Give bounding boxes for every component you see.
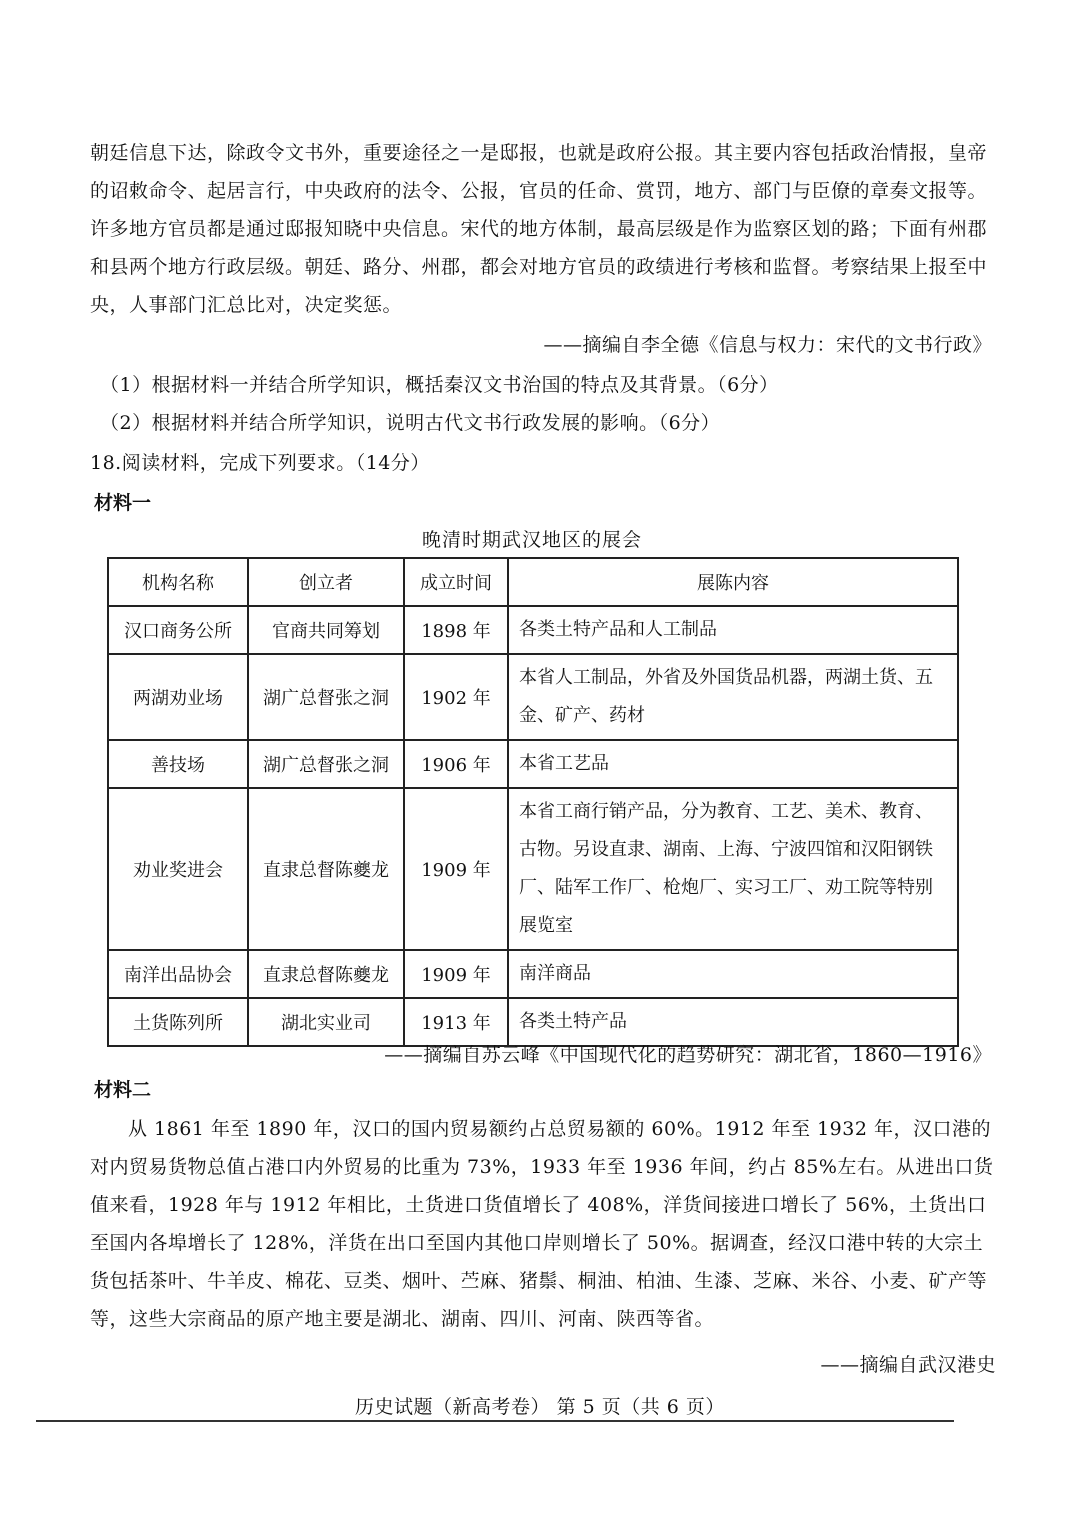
cell-content: 本省工艺品 <box>508 740 958 788</box>
exhibition-table <box>107 557 959 1047</box>
table-row <box>108 654 958 740</box>
header-exhibit-content: 展陈内容 <box>508 558 958 606</box>
cell-org: 土货陈列所 <box>108 998 248 1046</box>
cell-founder: 湖广总督张之洞 <box>248 740 404 788</box>
table-row <box>108 950 958 998</box>
table-row <box>108 606 958 654</box>
page-footer: 历史试题（新高考卷） 第 5 页（共 6 页） <box>355 1396 725 1418</box>
cell-year: 1909 年 <box>404 950 508 998</box>
cell-content: 本省工商行销产品，分为教育、工艺、美术、教育、古物。另设直隶、湖南、上海、宁波四馆和汉阳钢铁厂、陆军工作厂、枪炮厂、实习工厂、劝工院等特别展览室 <box>508 788 958 950</box>
header-founder: 创立者 <box>248 558 404 606</box>
material-2-label: 材料二 <box>94 1079 152 1101</box>
cell-org: 南洋出品协会 <box>108 950 248 998</box>
cell-year: 1913 年 <box>404 998 508 1046</box>
question-2: （2）根据材料并结合所学知识，说明古代文书行政发展的影响。（6分） <box>100 412 721 434</box>
cell-content: 南洋商品 <box>508 950 958 998</box>
header-founded-time: 成立时间 <box>404 558 508 606</box>
cell-org: 两湖劝业场 <box>108 654 248 740</box>
material-1-label: 材料一 <box>94 492 152 514</box>
question-1: （1）根据材料一并结合所学知识，概括秦汉文书治国的特点及其背景。（6分） <box>100 374 779 396</box>
cell-year: 1909 年 <box>404 788 508 950</box>
cell-org: 劝业奖进会 <box>108 788 248 950</box>
cell-founder: 湖广总督张之洞 <box>248 654 404 740</box>
table-header-row <box>108 558 958 606</box>
cell-content: 各类土特产品 <box>508 998 958 1046</box>
table-caption: 晚清时期武汉地区的展会 <box>421 529 642 551</box>
table-row <box>108 998 958 1046</box>
cell-org: 善技场 <box>108 740 248 788</box>
cell-year: 1902 年 <box>404 654 508 740</box>
cell-founder: 直隶总督陈夔龙 <box>248 950 404 998</box>
material-2-source: ——摘编自武汉港史 <box>820 1354 996 1376</box>
table-source: ——摘编自苏云峰《中国现代化的趋势研究：湖北省，1860—1916》 <box>384 1044 992 1066</box>
cell-content: 各类土特产品和人工制品 <box>508 606 958 654</box>
footer-rule <box>36 1420 954 1422</box>
cell-founder: 湖北实业司 <box>248 998 404 1046</box>
cell-content: 本省人工制品，外省及外国货品机器，两湖土货、五金、矿产、药材 <box>508 654 958 740</box>
material-intro-source: ——摘编自李全德《信息与权力：宋代的文书行政》 <box>543 334 992 356</box>
cell-founder: 官商共同筹划 <box>248 606 404 654</box>
cell-year: 1898 年 <box>404 606 508 654</box>
table-row <box>108 788 958 950</box>
table-row <box>108 740 958 788</box>
cell-founder: 直隶总督陈夔龙 <box>248 788 404 950</box>
material-2-paragraph: 从 1861 年至 1890 年，汉口的国内贸易额约占总贸易额的 60%。1912 年至 1932 年，汉口港的对内贸易货物总值占港口内外贸易的比重为 73%，1933 年至 1936 年间，约占 85%左右。从进出口货值来看，1928 年与 1912 年相比，土货进口货值增长了 408%，洋货间接进口增长了 56%，土货出口至国内各埠增长了 128%，洋货在出口至国内其他口岸则增长了 50%。据调查，经汉口港中转的大宗土货包括茶叶、牛羊皮、棉花、豆类、烟叶、苎麻、猪鬃、桐油、柏油、生漆、芝麻、米谷、小麦、矿产等等，这些大宗商品的原产地主要是湖北、湖南、四川、河南、陕西等省。 <box>90 1118 994 1330</box>
cell-year: 1906 年 <box>404 740 508 788</box>
cell-org: 汉口商务公所 <box>108 606 248 654</box>
question-18-title: 18.阅读材料，完成下列要求。（14分） <box>90 452 430 474</box>
header-org-name: 机构名称 <box>108 558 248 606</box>
material-intro-paragraph: 朝廷信息下达，除政令文书外，重要途径之一是邸报，也就是政府公报。其主要内容包括政治情报，皇帝的诏敕命令、起居言行，中央政府的法令、公报，官员的任命、赏罚，地方、部门与臣僚的章奏文报等。许多地方官员都是通过邸报知晓中央信息。宋代的地方体制，最高层级是作为监察区划的路；下面有州郡和县两个地方行政层级。朝廷、路分、州郡，都会对地方官员的政绩进行考核和监督。考察结果上报至中央，人事部门汇总比对，决定奖惩。 <box>90 142 988 316</box>
